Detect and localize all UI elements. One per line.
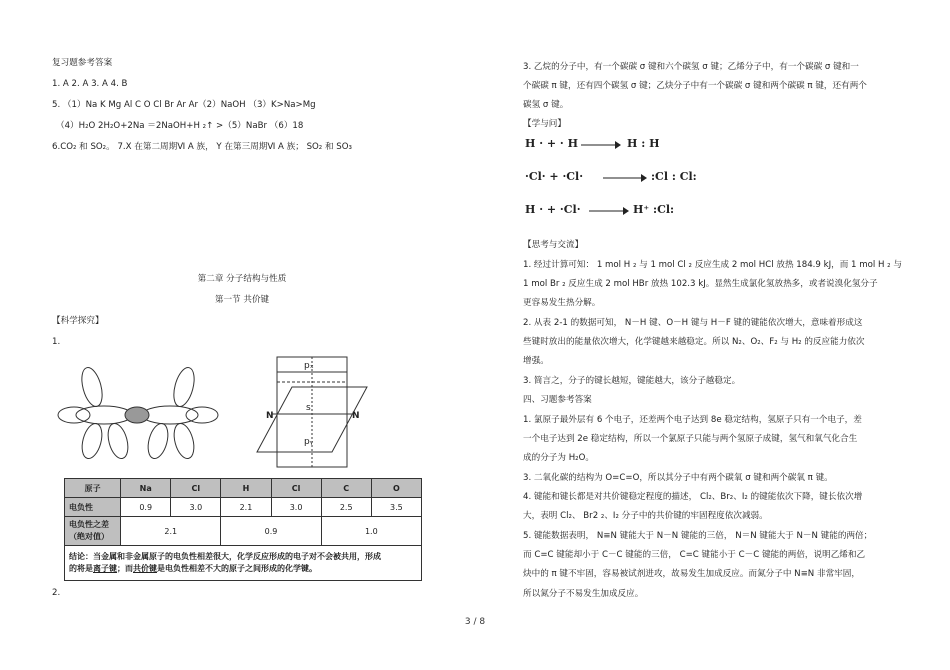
answer-line-3: （4）H₂O 2H₂O+2Na ＝2NaOH+H ₂↑ >（5）NaBr （6）18 (56, 121, 304, 131)
table-row-electronegativity (65, 498, 422, 517)
think-2-line-b: 些键时放出的能量依次增大，化学键越来越稳定。所以 N₂、O₂、F₂ 与 H₂ 的反应能力依次 (523, 337, 865, 347)
diagram-s-label: s (306, 403, 311, 413)
exercise-5-line-b: 而 C=C 键能却小于 C－C 键能的三倍， C=C 键能小于 C－C 键能的两倍，说明乙烯和乙 (523, 550, 866, 560)
table-atom-cell: H (221, 479, 271, 498)
think-2-line-a: 2. 从表 2-1 的数据可知， N－H 键、O－H 键与 H－F 键的键能依次增大，意味着形成这 (523, 318, 863, 328)
think-exchange-heading: 【思考与交流】 (523, 240, 584, 250)
item-2-label: 2. (52, 588, 61, 598)
think-1-line-b: 1 mol Br ₂ 反应生成 2 mol HBr 放热 102.3 kJ。显然生成氯化氢放热多，或者说溴化氢分子 (523, 279, 878, 289)
exercise-answers-heading: 四、习题参考答案 (523, 395, 592, 405)
diagram-px-label: pₓ (304, 361, 314, 371)
page-number: 3 / 8 (464, 617, 486, 627)
science-explore-heading: 【科学探究】 (52, 316, 104, 326)
equation-1-right: H : H (627, 137, 660, 150)
arrow-icon (589, 206, 629, 216)
arrow-icon (581, 140, 621, 150)
exercise-1-line-a: 1. 氯原子最外层有 6 个电子，还差两个电子达到 8e 稳定结构，氢原子只有一个电子，差 (523, 415, 862, 425)
answer-3-line-c: 碳氢 σ 键。 (523, 100, 569, 110)
exercise-1-line-b: 一个电子达到 2e 稳定结构，所以一个氯原子只能与两个氢原子成键，氢气和氧气化合生 (523, 434, 858, 444)
electronegativity-table-wrap (64, 478, 422, 581)
exercise-5-line-a: 5. 键能数据表明， N≡N 键能大于 N－N 键能的三倍， N＝N 键能大于 N－N 键能的两倍； (523, 531, 873, 541)
table-atom-cell: Cl (171, 479, 221, 498)
equation-3-right: H⁺ :Cl: (633, 203, 675, 216)
table-atom-cell: Cl (271, 479, 321, 498)
orbital-overlap-diagram (52, 365, 227, 460)
item-1-label: 1. (52, 337, 61, 347)
equation-2-left: ·Cl· + ·Cl· (525, 170, 584, 183)
conclusion-ionic-bond: 离子键 (93, 564, 117, 573)
table-row-label: 电负性 (65, 498, 121, 517)
table-atom-cell: Na (121, 479, 171, 498)
table-value-cell: 3.0 (171, 498, 221, 517)
table-diff-cell: 1.0 (321, 517, 421, 546)
conclusion-line-1: 结论：当金属和非金属原子的电负性相差很大，化学反应形成的电子对不会被共用，形成 (69, 552, 381, 561)
table-conclusion-row (65, 546, 422, 581)
table-value-cell: 2.1 (221, 498, 271, 517)
table-header-row (65, 479, 422, 498)
answer-3-line-b: 个碳碳 π 键，还有四个碳氢 σ 键；乙炔分子中有一个碳碳 σ 键和两个碳碳 π 键，还有两个 (523, 81, 867, 91)
section-title: 第一节 共价键 (214, 295, 270, 305)
think-1-line-a: 1. 经过计算可知： 1 mol H ₂ 与 1 mol Cl ₂ 反应生成 2 mol HCl 放热 184.9 kJ，而 1 mol H ₂ 与 (523, 260, 902, 270)
table-value-cell: 3.0 (271, 498, 321, 517)
table-atom-cell: C (321, 479, 371, 498)
conclusion-text: 是电负性相差不大的原子之间形成的化学键。 (157, 564, 317, 573)
exercise-5-line-d: 所以氮分子不易发生加成反应。 (523, 589, 644, 599)
diagram-n-left-label: N (266, 411, 274, 421)
diagram-n-right-label: N (352, 411, 360, 421)
review-answers-header: 复习题参考答案 (52, 58, 113, 68)
learn-and-ask-heading: 【学与问】 (523, 119, 566, 129)
answer-line-2: 5. （1）Na K Mg Al C O Cl Br Ar Ar（2）NaOH （3）K>Na>Mg (52, 100, 316, 110)
table-conclusion-cell (65, 546, 422, 581)
equation-1-left: H · + · H (525, 137, 578, 150)
chapter-title: 第二章 分子结构与性质 (197, 274, 287, 284)
table-row-label-line1: 电负性之差 (69, 520, 109, 529)
nitrogen-bond-diagram (252, 352, 372, 472)
answer-line-4: 6.CO₂ 和 SO₂。 7.X 在第二周期Ⅵ A 族， Y 在第三周期Ⅵ A 族； SO₂ 和 SO₃ (52, 142, 352, 152)
think-2-line-c: 增强。 (523, 356, 549, 366)
table-diff-cell: 2.1 (121, 517, 221, 546)
table-value-cell: 3.5 (371, 498, 421, 517)
answer-line-1: 1. A 2. A 3. A 4. B (52, 79, 128, 89)
arrow-icon (603, 173, 647, 183)
table-diff-cell: 0.9 (221, 517, 321, 546)
table-value-cell: 0.9 (121, 498, 171, 517)
answer-3-line-a: 3. 乙烷的分子中，有一个碳碳 σ 键和六个碳氢 σ 键；乙烯分子中，有一个碳碳 σ 键和一 (523, 62, 859, 72)
exercise-4-line-b: 大，表明 Cl₂、 Br2 ₂、I₂ 分子中的共价键的牢固程度依次减弱。 (523, 511, 768, 521)
exercise-4-line-a: 4. 键能和键长都是对共价键稳定程度的描述， Cl₂、Br₂、I₂ 的键能依次下降，键长依次增 (523, 492, 863, 502)
table-value-cell: 2.5 (321, 498, 371, 517)
think-3: 3. 简言之，分子的键长越短，键能越大，该分子越稳定。 (523, 376, 741, 386)
exercise-1-line-c: 成的分子为 H₂O。 (523, 453, 594, 463)
conclusion-covalent-bond: 共价键 (133, 564, 157, 573)
conclusion-text: 的将是 (69, 564, 93, 573)
exercise-5-line-c: 炔中的 π 键不牢固，容易被试剂进攻，故易发生加成反应。而氮分子中 N≡N 非常牢固， (523, 569, 860, 579)
table-row-label-line2: （绝对值） (69, 532, 109, 541)
diagram-py-label: pᵧ (304, 437, 314, 447)
table-row-label (65, 517, 121, 546)
table-atom-cell: O (371, 479, 421, 498)
think-1-line-c: 更容易发生热分解。 (523, 298, 601, 308)
equation-2-right: :Cl : Cl: (651, 170, 697, 183)
table-header-atom: 原子 (65, 479, 121, 498)
electronegativity-table (64, 478, 422, 581)
table-row-difference (65, 517, 422, 546)
exercise-3: 3. 二氧化碳的结构为 O=C=O，所以其分子中有两个碳氧 σ 键和两个碳氧 π 键。 (523, 473, 833, 483)
equation-3-left: H · + ·Cl· (525, 203, 581, 216)
conclusion-text: ；而 (117, 564, 133, 573)
